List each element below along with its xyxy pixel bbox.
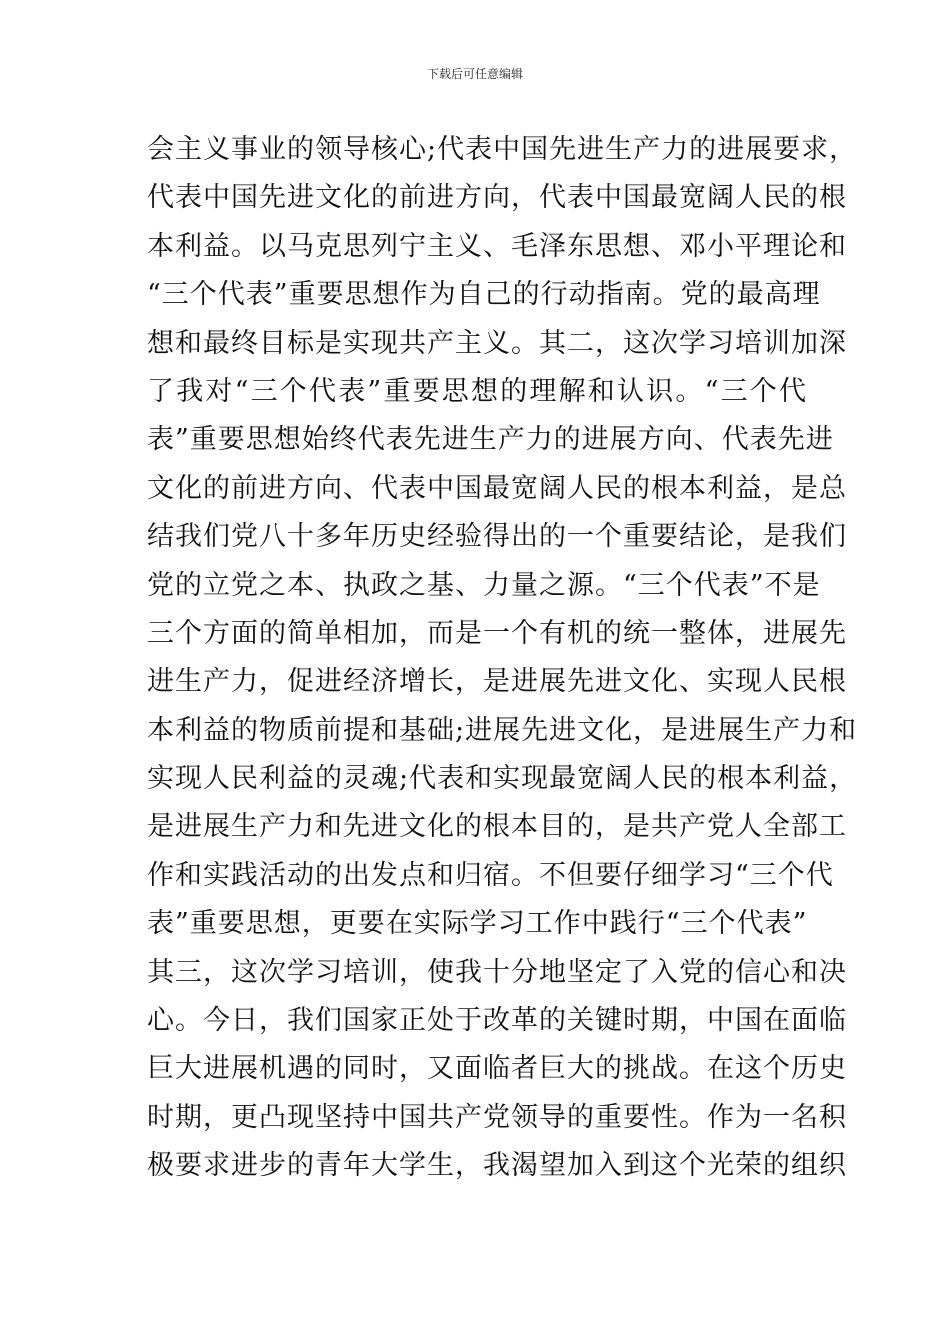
text-line: 心。今日，我们国家正处于改革的关键时期，中国在面临 [147,1005,847,1037]
text-line: 本利益的物质前提和基础;进展先进文化，是进展生产力和 [147,714,858,746]
document-body [147,126,858,1191]
text-line: 文化的前进方向、代表中国最宽阔人民的根本利益，是总 [147,472,847,504]
text-line: 作和实践活动的出发点和归宿。不但要仔细学习“三个代 [147,859,834,891]
text-line: 会主义事业的领导核心;代表中国先进生产力的进展要求， [147,134,858,165]
text-line: 代表中国先进文化的前进方向，代表中国最宽阔人民的根 [147,182,847,214]
text-line: 极要求进步的青年大学生，我渴望加入到这个光荣的组织 [147,1150,847,1182]
text-line: 进生产力，促进经济增长，是进展先进文化、实现人民根 [147,666,847,698]
text-line: 本利益。以马克思列宁主义、毛泽东思想、邓小平理论和 [147,230,847,262]
text-line: 其三，这次学习培训，使我十分地坚定了入党的信心和决 [147,956,847,988]
page-header: 下载后可任意编辑 [426,67,523,81]
text-line: 巨大进展机遇的同时，又面临者巨大的挑战。在这个历史 [147,1053,847,1085]
text-line: 党的立党之本、执政之基、力量之源。“三个代表”不是 [147,569,821,601]
text-line: 三个方面的简单相加，而是一个有机的统一整体，进展先 [147,617,847,649]
text-line: 表”重要思想始终代表先进生产力的进展方向、代表先进 [147,424,834,456]
text-line: 时期，更凸现坚持中国共产党领导的重要性。作为一名积 [147,1101,847,1133]
text-line: 了我对“三个代表”重要思想的理解和认识。“三个代 [147,375,807,407]
text-line: 是进展生产力和先进文化的根本目的，是共产党人全部工 [147,811,847,843]
text-line: “三个代表”重要思想作为自己的行动指南。党的最高理 [147,279,821,311]
text-line: 实现人民利益的灵魂;代表和实现最宽阔人民的根本利益， [147,763,858,795]
text-line: 表”重要思想，更要在实际学习工作中践行“三个代表” [147,908,808,940]
text-line: 想和最终目标是实现共产主义。其二，这次学习培训加深 [147,327,847,359]
text-line: 结我们党八十多年历史经验得出的一个重要结论，是我们 [147,521,847,553]
